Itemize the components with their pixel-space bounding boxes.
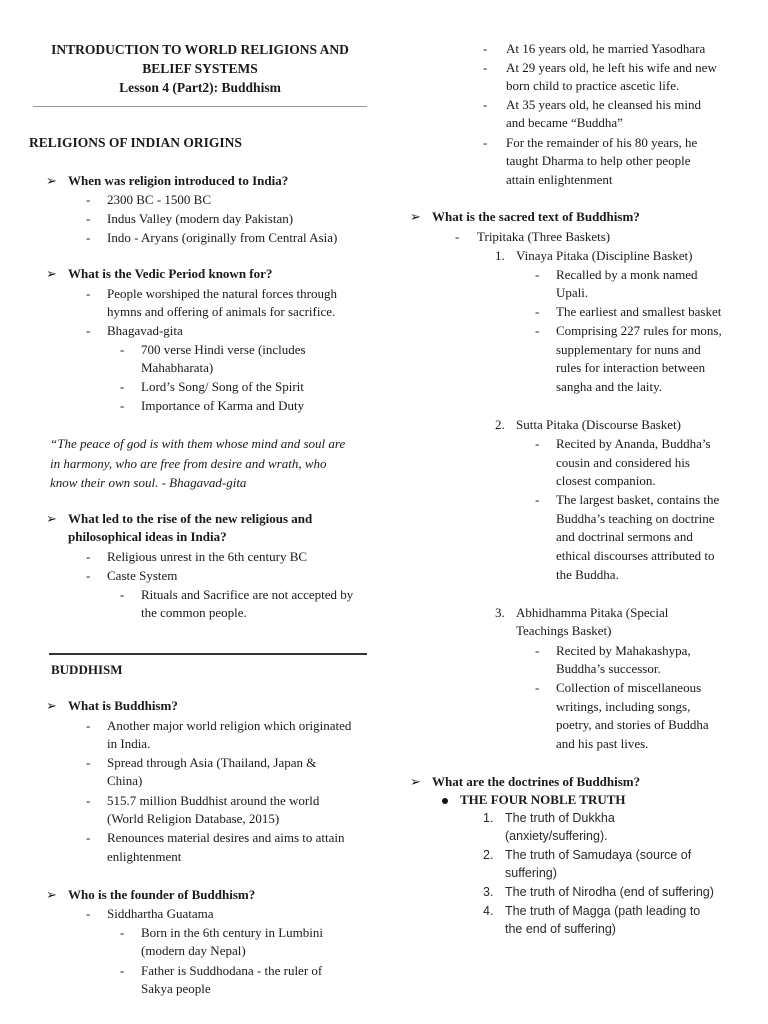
sub-list-item-continued: supplementary for nuns and — [556, 342, 701, 357]
dash-bullet: - — [120, 587, 125, 602]
dash-bullet: - — [483, 135, 488, 150]
section-heading-buddhism: BUDDHISM — [51, 662, 123, 677]
list-item: Tripitaka (Three Baskets) — [477, 229, 611, 244]
question-rise-new-ideas: What led to the rise of the new religious and — [68, 511, 313, 526]
sub-list-item: Lord’s Song/ Song of the Spirit — [141, 379, 304, 394]
dash-bullet: - — [86, 793, 91, 808]
section-heading-indian-origins: RELIGIONS OF INDIAN ORIGINS — [29, 135, 242, 150]
dash-bullet: - — [535, 267, 540, 282]
list-number: 2. — [483, 848, 494, 862]
sub-list-item-continued: rules for interaction between — [556, 360, 706, 375]
question-vedic-period: What is the Vedic Period known for? — [68, 266, 273, 281]
sub-list-item: Collection of miscellaneous — [556, 680, 702, 695]
dash-bullet: - — [86, 286, 91, 301]
truth-item: The truth of Magga (path leading to — [505, 904, 701, 918]
dash-bullet: - — [535, 323, 540, 338]
sub-list-item-continued: the common people. — [141, 605, 247, 620]
question-what-is-buddhism: What is Buddhism? — [68, 698, 178, 713]
list-item: At 35 years old, he cleansed his mind — [506, 97, 701, 112]
list-number: 2. — [495, 417, 505, 432]
dash-bullet: - — [483, 60, 488, 75]
sub-list-item-continued: Upali. — [556, 285, 589, 300]
list-number: 3. — [483, 885, 494, 899]
list-item: Another major world religion which originated — [107, 718, 352, 733]
question-religion-introduced: When was religion introduced to India? — [68, 173, 289, 188]
sub-list-item-continued: Buddha’s teaching on doctrine — [556, 511, 715, 526]
list-item-continued: in India. — [107, 736, 151, 751]
list-item: Siddhartha Guatama — [107, 906, 214, 921]
list-item-continued: taught Dharma to help other people — [506, 153, 691, 168]
lesson-subtitle: Lesson 4 (Part2): Buddhism — [119, 80, 281, 95]
sub-list-item-continued: closest companion. — [556, 473, 656, 488]
question-arrow-icon: ➢ — [46, 699, 57, 714]
title-line-2: BELIEF SYSTEMS — [142, 61, 258, 76]
sub-list-item-continued: poetry, and stories of Buddha — [556, 717, 709, 732]
dash-bullet: - — [455, 229, 460, 244]
dash-bullet: - — [535, 680, 540, 695]
question-arrow-icon: ➢ — [46, 174, 57, 189]
sub-list-item: Recited by Ananda, Buddha’s — [556, 436, 711, 451]
list-item: At 29 years old, he left his wife and new — [506, 60, 717, 75]
sub-list-item-continued: ethical discourses attributed to — [556, 548, 715, 563]
dash-bullet: - — [483, 41, 488, 56]
dash-bullet: - — [535, 304, 540, 319]
sub-list-item: Importance of Karma and Duty — [141, 398, 305, 413]
four-noble-truth-heading: THE FOUR NOBLE TRUTH — [460, 792, 626, 807]
question-sacred-text: What is the sacred text of Buddhism? — [432, 209, 640, 224]
sub-list-item-continued: cousin and considered his — [556, 455, 690, 470]
question-arrow-icon: ➢ — [410, 210, 421, 225]
list-item: Indus Valley (modern day Pakistan) — [107, 211, 294, 226]
list-item: 515.7 million Buddhist around the world — [107, 793, 320, 808]
dash-bullet: - — [86, 568, 91, 583]
quote-line: “The peace of god is with them whose mind and soul are — [50, 436, 346, 451]
document-title — [30, 40, 370, 97]
question-rise-new-ideas-continued: philosophical ideas in India? — [68, 529, 227, 544]
list-item-continued: born child to practice ascetic life. — [506, 78, 680, 93]
pitaka-title: Vinaya Pitaka (Discipline Basket) — [516, 248, 693, 263]
dash-bullet: - — [535, 492, 540, 507]
dash-bullet: - — [120, 925, 125, 940]
quote-line: know their own soul. - Bhagavad-gita — [50, 475, 247, 490]
dash-bullet: - — [86, 755, 91, 770]
list-item: Indo - Aryans (originally from Central Asia) — [107, 230, 338, 245]
list-item-continued: attain enlightenment — [506, 172, 613, 187]
dash-bullet: - — [120, 963, 125, 978]
dash-bullet: - — [86, 906, 91, 921]
truth-item-continued: (anxiety/suffering). — [505, 829, 608, 843]
sub-list-item: The earliest and smallest basket — [556, 304, 722, 319]
list-item-continued: (World Religion Database, 2015) — [107, 811, 280, 826]
list-item: People worshiped the natural forces through — [107, 286, 337, 301]
quote-line: in harmony, who are free from desire and wrath, who — [50, 455, 327, 471]
sub-list-item-continued: Sakya people — [141, 981, 211, 996]
dash-bullet: - — [535, 643, 540, 658]
list-number: 1. — [483, 811, 494, 825]
truth-item-continued: the end of suffering) — [505, 922, 616, 936]
list-number: 1. — [495, 248, 505, 263]
sub-list-item-continued: writings, including songs, — [556, 699, 691, 714]
dash-bullet: - — [86, 192, 91, 207]
list-number: 3. — [495, 605, 505, 620]
dash-bullet: - — [86, 211, 91, 226]
question-arrow-icon: ➢ — [46, 512, 57, 527]
pitaka-title: Sutta Pitaka (Discourse Basket) — [516, 417, 681, 432]
sub-list-item: 700 verse Hindi verse (includes — [141, 342, 306, 357]
list-item: Renounces material desires and aims to attain — [107, 830, 345, 845]
dash-bullet: - — [86, 230, 91, 245]
truth-item-continued: suffering) — [505, 866, 557, 880]
list-item-continued: enlightenment — [107, 849, 182, 864]
list-item: 2300 BC - 1500 BC — [107, 192, 212, 207]
dash-bullet: - — [535, 436, 540, 451]
dash-bullet: - — [120, 379, 125, 394]
list-item: For the remainder of his 80 years, he — [506, 135, 698, 150]
dash-bullet: - — [120, 398, 125, 413]
bullet-dot-icon — [442, 798, 448, 804]
list-item: Caste System — [107, 568, 178, 583]
sub-list-item-continued: and his past lives. — [556, 736, 649, 751]
list-item-continued: China) — [107, 773, 143, 788]
list-item: Spread through Asia (Thailand, Japan & — [107, 755, 317, 770]
list-item: Religious unrest in the 6th century BC — [107, 549, 308, 564]
pitaka-title-continued: Teachings Basket) — [516, 623, 612, 638]
sub-list-item: Rituals and Sacrifice are not accepted by — [141, 587, 354, 602]
sub-list-item-continued: Mahabharata) — [141, 360, 214, 375]
question-arrow-icon: ➢ — [410, 775, 421, 790]
list-item: At 16 years old, he married Yasodhara — [506, 41, 706, 56]
sub-list-item: Born in the 6th century in Lumbini — [141, 925, 323, 940]
dash-bullet: - — [86, 323, 91, 338]
sub-list-item: Recited by Mahakashypa, — [556, 643, 691, 658]
question-doctrines: What are the doctrines of Buddhism? — [432, 774, 641, 789]
question-arrow-icon: ➢ — [46, 888, 57, 903]
dash-bullet: - — [86, 830, 91, 845]
sub-list-item-continued: the Buddha. — [556, 567, 619, 582]
section-divider — [49, 653, 367, 655]
title-line-1: INTRODUCTION TO WORLD RELIGIONS AND — [51, 42, 349, 57]
dash-bullet: - — [86, 549, 91, 564]
sub-list-item-continued: sangha and the laity. — [556, 379, 663, 394]
dash-bullet: - — [120, 342, 125, 357]
truth-item: The truth of Samudaya (source of — [505, 848, 692, 862]
sub-list-item-continued: Buddha’s successor. — [556, 661, 661, 676]
header-divider — [33, 106, 367, 107]
sub-list-item: The largest basket, contains the — [556, 492, 720, 507]
sub-list-item-continued: (modern day Nepal) — [141, 943, 246, 958]
question-arrow-icon: ➢ — [46, 267, 57, 282]
sub-list-item: Recalled by a monk named — [556, 267, 698, 282]
list-item-continued: and became “Buddha” — [506, 115, 623, 130]
sub-list-item: Father is Suddhodana - the ruler of — [141, 963, 323, 978]
list-number: 4. — [483, 904, 494, 918]
dash-bullet: - — [483, 97, 488, 112]
list-item-continued: hymns and offering of animals for sacrifice. — [107, 304, 336, 319]
list-item: Bhagavad-gita — [107, 323, 183, 338]
sub-list-item: Comprising 227 rules for mons, — [556, 323, 722, 338]
pitaka-title: Abhidhamma Pitaka (Special — [516, 605, 669, 620]
question-founder: Who is the founder of Buddhism? — [68, 887, 256, 902]
truth-item: The truth of Dukkha — [505, 811, 615, 825]
truth-item: The truth of Nirodha (end of suffering) — [505, 885, 714, 899]
dash-bullet: - — [86, 718, 91, 733]
sub-list-item-continued: and doctrinal sermons and — [556, 529, 693, 544]
bhagavad-gita-quote — [50, 434, 345, 493]
